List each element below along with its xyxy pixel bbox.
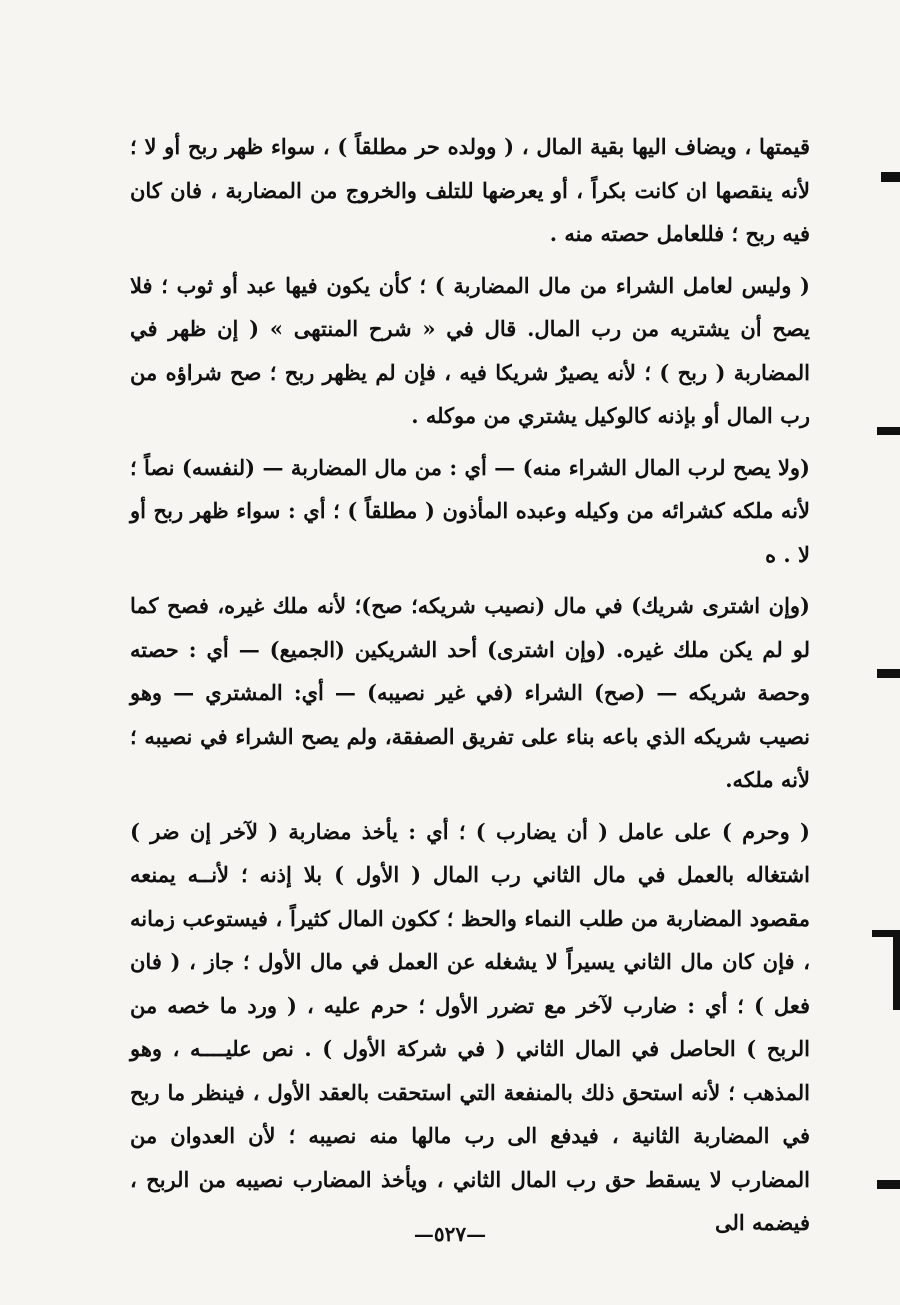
paragraph-2: ( وليس لعامل الشراء من مال المضاربة ) ؛ كأن يكون فيها عبد أو ثوب ؛ فلا يصح أن يشتريه من رب المال. قال في « شرح المنتهى » ( إن ظهر في المضاربة ( ربح ) ؛ لأنه يصيرٌ شريكا فيه ، فإن لم يظهر ربح ؛ صح شراؤه من رب المال أو بإذنه كالوكيل يشتري من موكله . — [130, 272, 810, 428]
scan-edge-mark — [877, 669, 900, 678]
scan-edge-mark — [893, 935, 900, 1010]
paragraph-1: قيمتها ، ويضاف اليها بقية المال ، ( وولده حر مطلقاً ) ، سواء ظهر ربح أو لا ؛ لأنه ينقصها ان كانت بكراً ، أو يعرضها للتلف والخروج من المضاربة ، فان كان فيه ربح ؛ فللعامل حصته منه . — [130, 134, 810, 246]
scan-edge-mark — [881, 172, 900, 182]
paragraph-4: (وإن اشترى شريك) في مال (نصيب شريكه؛ صح)؛ لأنه ملك غيره، فصح كما لو لم يكن ملك غيره. (وإن اشترى) أحد الشريكين (الجميع) — أي : حصته وحصة شريكه — (صح) الشراء (في غير نصيبه) — أي: المشتري — وهو نصيب شريكه الذي باعه بناء على تفريق الصفقة، ولم يصح الشراء في نصيبه ؛ لأنه ملكه. — [130, 593, 810, 792]
page-number: —٥٢٧— — [413, 1222, 487, 1246]
paragraph-5: ( وحرم ) على عامل ( أن يضارب ) ؛ أي : يأخذ مضاربة ( لآخر إن ضر ) اشتغاله بالعمل في مال الثاني رب المال ( الأول ) بلا إذنه ؛ لأنــه يمنعه مقصود المضاربة من طلب النماء والحظ ؛ ككون المال كثيراً ، فيستوعب زمانه ، فإن كان مال الثاني يسيراً لا يشغله عن العمل في مال الأول ؛ جاز ، ( فان فعل ) ؛ أي : ضارب لآخر مع تضرر الأول ؛ حرم عليه ، ( ورد ما خصه من الربح ) الحاصل في المال الثاني ( في شركة الأول ) . نص عليــــه ، وهو المذهب ؛ لأنه استحق ذلك بالمنفعة التي استحقت بالعقد الأول ، فينظر ما ربح في المضاربة الثانية ، فيدفع الى رب مالها منه نصيبه ؛ لأن العدوان من المضارب لا يسقط حق رب المال الثاني ، ويأخذ المضارب نصيبه من الربح ، فيضمه الى — [130, 818, 810, 1235]
scan-edge-mark — [877, 427, 900, 435]
page-body — [130, 125, 810, 1251]
paragraph-3: (ولا يصح لرب المال الشراء منه) — أي : من مال المضاربة — (لنفسه) نصاً ؛ لأنه ملكه كشرائه من وكيله وعبده المأذون ( مطلقاً ) ؛ أي : سواء ظهر ربح أو لا . ه — [130, 454, 810, 567]
scan-edge-mark — [877, 1180, 900, 1189]
